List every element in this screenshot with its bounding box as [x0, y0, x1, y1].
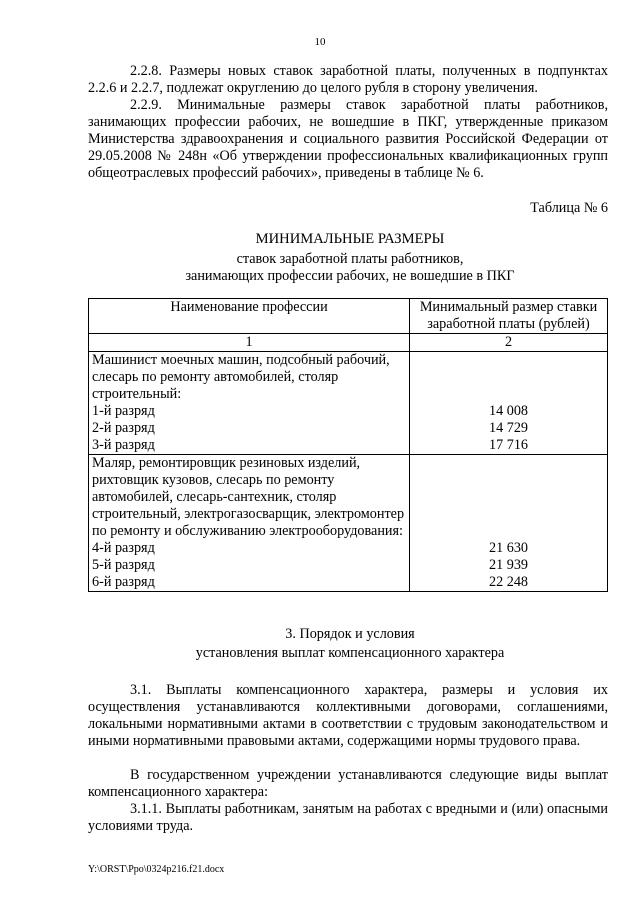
- header-profession: Наименование профессии: [89, 299, 410, 334]
- footer-file-path: Y:\ORST\Ppo\0324p216.f21.docx: [88, 864, 225, 875]
- table-colnum-row: [89, 334, 608, 352]
- section-3-title-line-1: 3. Порядок и условия: [285, 626, 415, 642]
- table-row: [89, 352, 608, 455]
- grade-name: 5-й разряд: [92, 557, 155, 573]
- paragraph-3-1: 3.1. Выплаты компенсационного характера, размеры и условия их осуществления устанавливаются коллективными договорами, соглашениями, локальными нормативными актами в соответствии с трудовым законодательством и иными нормативными правовыми актами, содержащими нормы трудового права.: [88, 682, 608, 749]
- table-subtitle-line-1: ставок заработной платы работников,: [236, 251, 464, 267]
- paragraph-2-2-9: 2.2.9. Минимальные размеры ставок заработной платы работников, занимающих профессии рабочих, не вошедшие в ПКГ, утвержденные приказом Министерства здравоохранения и социального развития Российской Федерации от 29.05.2008 № 248н «Об утверждении профессиональных квалификационных групп общеотраслевых профессий рабочих», приведены в таблице № 6.: [88, 97, 608, 181]
- grade-name: 2-й разряд: [92, 420, 155, 436]
- grade-value: 14 729: [488, 420, 528, 436]
- group-1-description: Машинист моечных машин, подсобный рабочий, слесарь по ремонту автомобилей, столяр строительный:: [92, 352, 390, 402]
- colnum-2: 2: [410, 334, 608, 352]
- group-2-values: [410, 455, 608, 592]
- grade-value: 22 248: [488, 574, 528, 590]
- table-label: Таблица № 6: [530, 200, 608, 216]
- grade-name: 4-й разряд: [92, 540, 155, 556]
- grade-name: 3-й разряд: [92, 437, 155, 453]
- header-min-rate: Минимальный размер ставки заработной платы (рублей): [410, 299, 608, 334]
- grade-value: 17 716: [488, 437, 528, 453]
- table-row: [89, 455, 608, 592]
- section-3-title-line-2: установления выплат компенсационного характера: [195, 645, 505, 661]
- group-2-description: Маляр, ремонтировщик резиновых изделий, рихтовщик кузовов, слесарь по ремонту автомобилей, слесарь-сантехник, столяр строительный, электрогазосварщик, электромонтер по ремонту и обслуживанию электрооборудования:: [92, 455, 405, 539]
- grade-name: 6-й разряд: [92, 574, 155, 590]
- grade-value: 14 008: [488, 403, 528, 419]
- paragraph-3-1-1: 3.1.1. Выплаты работникам, занятым на работах с вредными и (или) опасными условиями труда.: [88, 801, 608, 834]
- page-number: 10: [314, 36, 326, 48]
- group-2-cell: [89, 455, 410, 592]
- paragraph-2-2-8: 2.2.8. Размеры новых ставок заработной платы, полученных в подпунктах 2.2.6 и 2.2.7, подлежат округлению до целого рубля в сторону увеличения.: [88, 63, 608, 96]
- group-1-values: [410, 352, 608, 455]
- table-header-row: [89, 299, 608, 334]
- group-1-cell: [89, 352, 410, 455]
- grade-name: 1-й разряд: [92, 403, 155, 419]
- paragraph-3-1-types: В государственном учреждении устанавливаются следующие виды выплат компенсационного характера:: [88, 767, 608, 800]
- wage-rates-table: [88, 298, 608, 592]
- table-subtitle-line-2: занимающих профессии рабочих, не вошедшие в ПКГ: [185, 268, 515, 284]
- grade-value: 21 630: [488, 540, 528, 556]
- table-title: МИНИМАЛЬНЫЕ РАЗМЕРЫ: [255, 231, 445, 247]
- grade-value: 21 939: [488, 557, 528, 573]
- colnum-1: 1: [89, 334, 410, 352]
